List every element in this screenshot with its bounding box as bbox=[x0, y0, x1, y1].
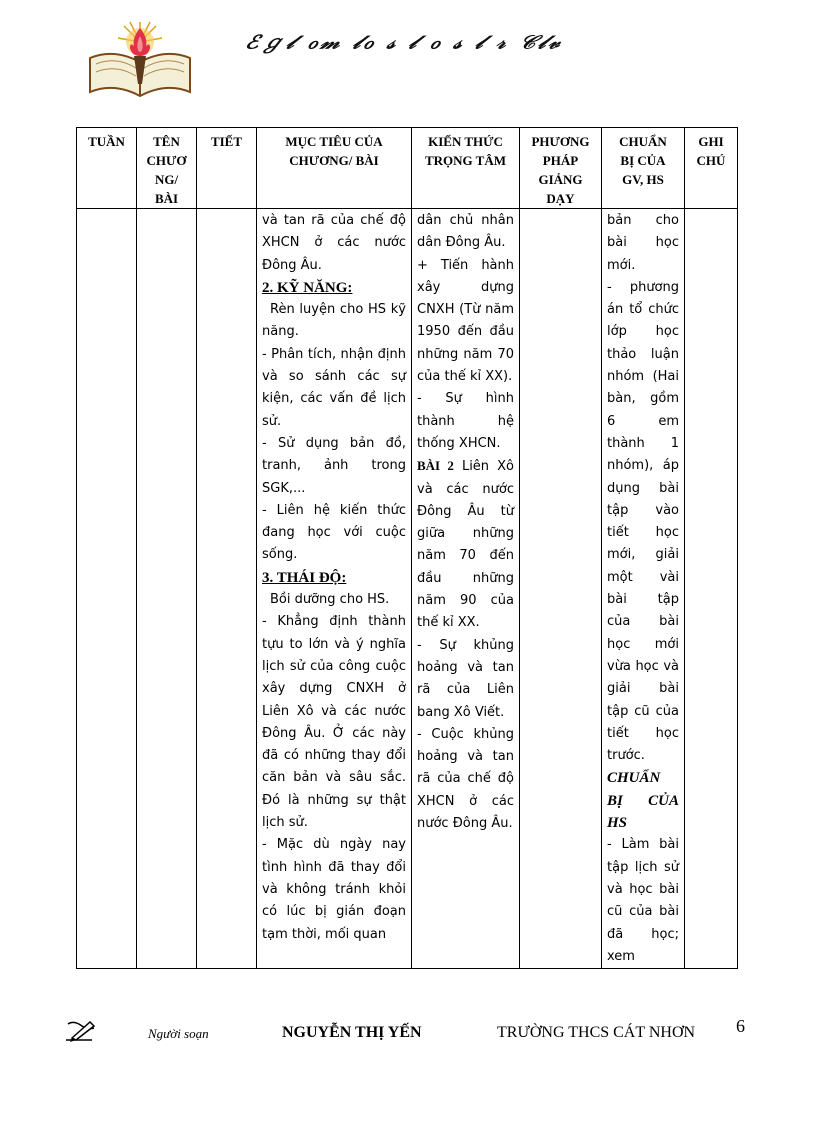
column-header-phuong-phap: PHƯƠNG PHÁP GIẢNG DẠY bbox=[520, 128, 602, 209]
cell-chuan-bi bbox=[602, 209, 685, 969]
table-header-row bbox=[77, 128, 738, 209]
knowledge-line: - Sự khủng hoảng và tan rã của Liên bang Xô Viết. bbox=[417, 637, 514, 720]
heading-chuan-bi-hs: CHUẨN BỊ CỦA HS bbox=[607, 770, 679, 832]
prep-line: bản cho bài học mới. bbox=[607, 213, 679, 273]
objective-line: Rèn luyện cho HS kỹ năng. bbox=[262, 302, 406, 340]
column-header-kien-thuc: KIẾN THỨC TRỌNG TÂM bbox=[412, 128, 520, 209]
objective-line: - Khẳng định thành tựu to lớn và ý nghĩa lịch sử của công cuộc xây dựng CNXH ở Liên Xô và các nước Đông Âu. Ở các này đã có những thay đổi căn bản và sâu sắc. Đó là những sự thật lịch sử. bbox=[262, 614, 406, 831]
column-header-ten-chuong: TÊN CHƯƠ NG/ BÀI bbox=[137, 128, 197, 209]
cell-tiet bbox=[197, 209, 257, 969]
cell-phuong-phap bbox=[520, 209, 602, 969]
page-number: 6 bbox=[736, 1016, 745, 1036]
knowledge-line: + Tiến hành xây dựng CNXH (Từ năm 1950 đến đầu những năm 70 của thế kỉ XX). bbox=[417, 257, 514, 385]
cell-ghi-chu bbox=[685, 209, 738, 969]
heading-thai-do: 3. THÁI ĐỘ: bbox=[262, 569, 347, 586]
knowledge-line: - Cuộc khủng hoảng và tan rã của chế độ XHCN ở các nước Đông Âu. bbox=[417, 726, 514, 832]
knowledge-line: dân chủ nhân dân Đông Âu. bbox=[417, 213, 514, 251]
column-header-ghi-chu: GHI CHÚ bbox=[685, 128, 738, 209]
cell-tuan bbox=[77, 209, 137, 969]
torch-book-logo-icon bbox=[84, 18, 196, 100]
author-name: NGUYỄN THỊ YẾN bbox=[282, 1024, 422, 1041]
lesson-label: BÀI 2 bbox=[417, 458, 454, 474]
author-label: Người soạn bbox=[148, 1026, 209, 1041]
objective-line: - Mặc dù ngày nay tình hình đã thay đổi và không tránh khỏi có lúc bị gián đoạn tạm thời, mối quan bbox=[262, 837, 406, 942]
lesson-title: Liên Xô và các nước Đông Âu từ giữa những năm 70 đến đầu những năm 90 của thế kỉ XX. bbox=[417, 459, 514, 631]
page-footer bbox=[0, 1016, 816, 1056]
table-row bbox=[77, 209, 738, 969]
lesson-plan-table bbox=[76, 127, 738, 969]
objective-line: - Liên hệ kiến thức đang học với cuộc sống. bbox=[262, 502, 406, 563]
column-header-tiet: TIẾT bbox=[197, 128, 257, 209]
knowledge-line: - Sự hình thành hệ thống XHCN. bbox=[417, 391, 514, 451]
column-header-muc-tieu: MỤC TIÊU CỦA CHƯƠNG/ BÀI bbox=[257, 128, 412, 209]
objective-line: - Sử dụng bản đồ, tranh, ảnh trong SGK,... bbox=[262, 435, 406, 496]
objective-line: - Phân tích, nhận định và so sánh các sự kiện, các vấn đề lịch sử. bbox=[262, 346, 406, 429]
knowledge-line bbox=[417, 455, 514, 634]
cell-muc-tieu bbox=[257, 209, 412, 969]
column-header-tuan: TUẦN bbox=[77, 128, 137, 209]
prep-line: - phương án tổ chức lớp học thảo luận nhóm (Hai bàn, gồm 6 em thành 1 nhóm), áp dụng bài tập vào tiết học mới, giải một vài bài tập của bài học mới vừa học và giải bài tập cũ của tiết học trước. bbox=[607, 279, 679, 764]
objective-line: và tan rã của chế độ XHCN ở các nước Đông Âu. bbox=[262, 213, 406, 273]
cell-ten-chuong bbox=[137, 209, 197, 969]
objective-line: Bồi dưỡng cho HS. bbox=[270, 592, 390, 608]
prep-line: - Làm bài tập lịch sử và học bài cũ của bài đã học; xem bbox=[607, 837, 679, 964]
school-name: TRƯỜNG THCS CÁT NHƠN bbox=[497, 1024, 696, 1041]
header-script-title: ℰℊ𝓁 ℴ𝓂 𝓁ℴ 𝓈 𝓁 ℴ 𝓈 𝓁 𝓇 𝒞𝓁𝓋 bbox=[242, 31, 566, 54]
heading-ky-nang: 2. KỸ NĂNG: bbox=[262, 279, 353, 296]
cell-kien-thuc bbox=[412, 209, 520, 969]
pen-writing-icon bbox=[64, 1018, 98, 1044]
column-header-chuan-bi: CHUẨN BỊ CỦA GV, HS bbox=[602, 128, 685, 209]
